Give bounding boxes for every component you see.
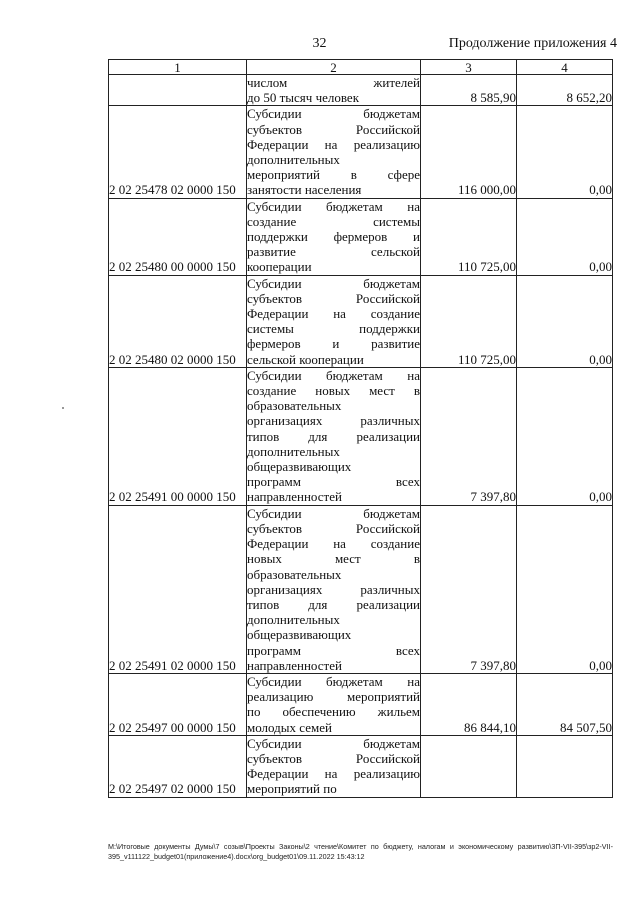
description-line: направленностей <box>247 657 342 673</box>
amount-col-4: 0,00 <box>517 367 613 505</box>
column-number: 2 <box>247 60 421 75</box>
description-line: Федерации на реализацию <box>247 766 420 782</box>
description-line: мероприятий по <box>247 781 337 797</box>
description-line: Субсидии бюджетам <box>247 106 420 122</box>
column-number: 1 <box>109 60 247 75</box>
budget-code: 2 02 25480 02 0000 150 <box>109 275 247 367</box>
table-row <box>109 75 613 106</box>
description-line: Федерации на реализацию <box>247 136 420 152</box>
amount-col-4 <box>517 735 613 797</box>
description-line: новых мест в <box>247 551 420 567</box>
description-line: Федерации на создание <box>247 306 420 322</box>
document-path-footer: M:\Итоговые документы Думы\7 созыв\Проекты Законы\2 чтение\Комитет по бюджету, налогам и экономическому развитию\3П-VII-395\зр2-VII-395_v111122_budget01(приложение4).docx\org_budget01\09.11.2022 15:43:12 <box>108 842 613 861</box>
description-line: программ всех <box>247 474 420 490</box>
table-row <box>109 673 613 735</box>
amount-col-3: 110 725,00 <box>421 198 517 275</box>
description-line: организациях различных <box>247 581 420 597</box>
budget-code: 2 02 25480 00 0000 150 <box>109 198 247 275</box>
item-description <box>247 75 421 106</box>
description-line: Субсидии бюджетам <box>247 735 420 751</box>
amount-col-3 <box>421 735 517 797</box>
amount-col-4: 0,00 <box>517 106 613 198</box>
description-line: образовательных <box>247 566 342 582</box>
description-line: Субсидии бюджетам <box>247 275 420 291</box>
budget-table <box>108 59 613 798</box>
table-row <box>109 275 613 367</box>
description-line: реализацию мероприятий <box>247 689 420 705</box>
description-line: системы поддержки <box>247 321 420 337</box>
description-line: Субсидии бюджетам на <box>247 198 420 214</box>
amount-col-3: 7 397,80 <box>421 505 517 673</box>
item-description <box>247 106 421 198</box>
item-description <box>247 275 421 367</box>
description-line: Федерации на создание <box>247 536 420 552</box>
description-line: поддержки фермеров и <box>247 229 420 245</box>
amount-col-4: 0,00 <box>517 275 613 367</box>
description-line: Субсидии бюджетам на <box>247 367 420 383</box>
amount-col-3: 7 397,80 <box>421 367 517 505</box>
description-line: создание новых мест в <box>247 383 420 399</box>
amount-col-3: 86 844,10 <box>421 673 517 735</box>
item-description <box>247 198 421 275</box>
description-line: Субсидии бюджетам на <box>247 673 420 689</box>
budget-code: 2 02 25497 02 0000 150 <box>109 735 247 797</box>
description-line: развитие сельской <box>247 244 420 260</box>
page-number: 32 <box>312 36 327 51</box>
description-line: дополнительных <box>247 612 340 628</box>
budget-code: 2 02 25491 00 0000 150 <box>109 367 247 505</box>
description-line: фермеров и развитие <box>247 336 420 352</box>
description-line: занятости населения <box>247 182 362 198</box>
description-line: числом жителей <box>247 75 420 90</box>
description-line: программ всех <box>247 642 420 658</box>
table-row <box>109 198 613 275</box>
description-line: сельской кооперации <box>247 351 364 367</box>
item-description <box>247 367 421 505</box>
description-line: мероприятий в сфере <box>247 167 420 183</box>
item-description <box>247 735 421 797</box>
description-line: до 50 тысяч человек <box>247 90 360 106</box>
item-description <box>247 505 421 673</box>
description-line: дополнительных <box>247 443 340 459</box>
item-description <box>247 673 421 735</box>
column-number: 3 <box>421 60 517 75</box>
description-line: создание системы <box>247 213 420 229</box>
description-line: Субсидии бюджетам <box>247 505 420 521</box>
budget-code <box>109 75 247 106</box>
description-line: образовательных <box>247 398 342 414</box>
description-line: общеразвивающих <box>247 459 352 475</box>
description-line: направленностей <box>247 489 342 505</box>
description-line: субъектов Российской <box>247 750 420 766</box>
table-body <box>109 75 613 798</box>
amount-col-4: 8 652,20 <box>517 75 613 106</box>
amount-col-4: 84 507,50 <box>517 673 613 735</box>
amount-col-4: 0,00 <box>517 198 613 275</box>
table-row <box>109 735 613 797</box>
column-number-row <box>109 60 613 75</box>
description-line: общеразвивающих <box>247 627 352 643</box>
description-line: субъектов Российской <box>247 290 420 306</box>
amount-col-3: 110 725,00 <box>421 275 517 367</box>
description-line: молодых семей <box>247 719 332 735</box>
budget-code: 2 02 25491 02 0000 150 <box>109 505 247 673</box>
scan-speck <box>62 407 64 409</box>
description-line: кооперации <box>247 259 312 275</box>
description-line: субъектов Российской <box>247 520 420 536</box>
description-line: организациях различных <box>247 413 420 429</box>
budget-code: 2 02 25478 02 0000 150 <box>109 106 247 198</box>
table-row <box>109 505 613 673</box>
description-line: типов для реализации <box>247 596 420 612</box>
table-row <box>109 367 613 505</box>
description-line: субъектов Российской <box>247 121 420 137</box>
amount-col-3: 8 585,90 <box>421 75 517 106</box>
amount-col-4: 0,00 <box>517 505 613 673</box>
table-row <box>109 106 613 198</box>
column-number: 4 <box>517 60 613 75</box>
amount-col-3: 116 000,00 <box>421 106 517 198</box>
description-line: типов для реализации <box>247 428 420 444</box>
description-line: дополнительных <box>247 152 340 168</box>
budget-code: 2 02 25497 00 0000 150 <box>109 673 247 735</box>
description-line: по обеспечению жильем <box>247 704 420 720</box>
continuation-title: Продолжение приложения 4 <box>448 36 617 51</box>
